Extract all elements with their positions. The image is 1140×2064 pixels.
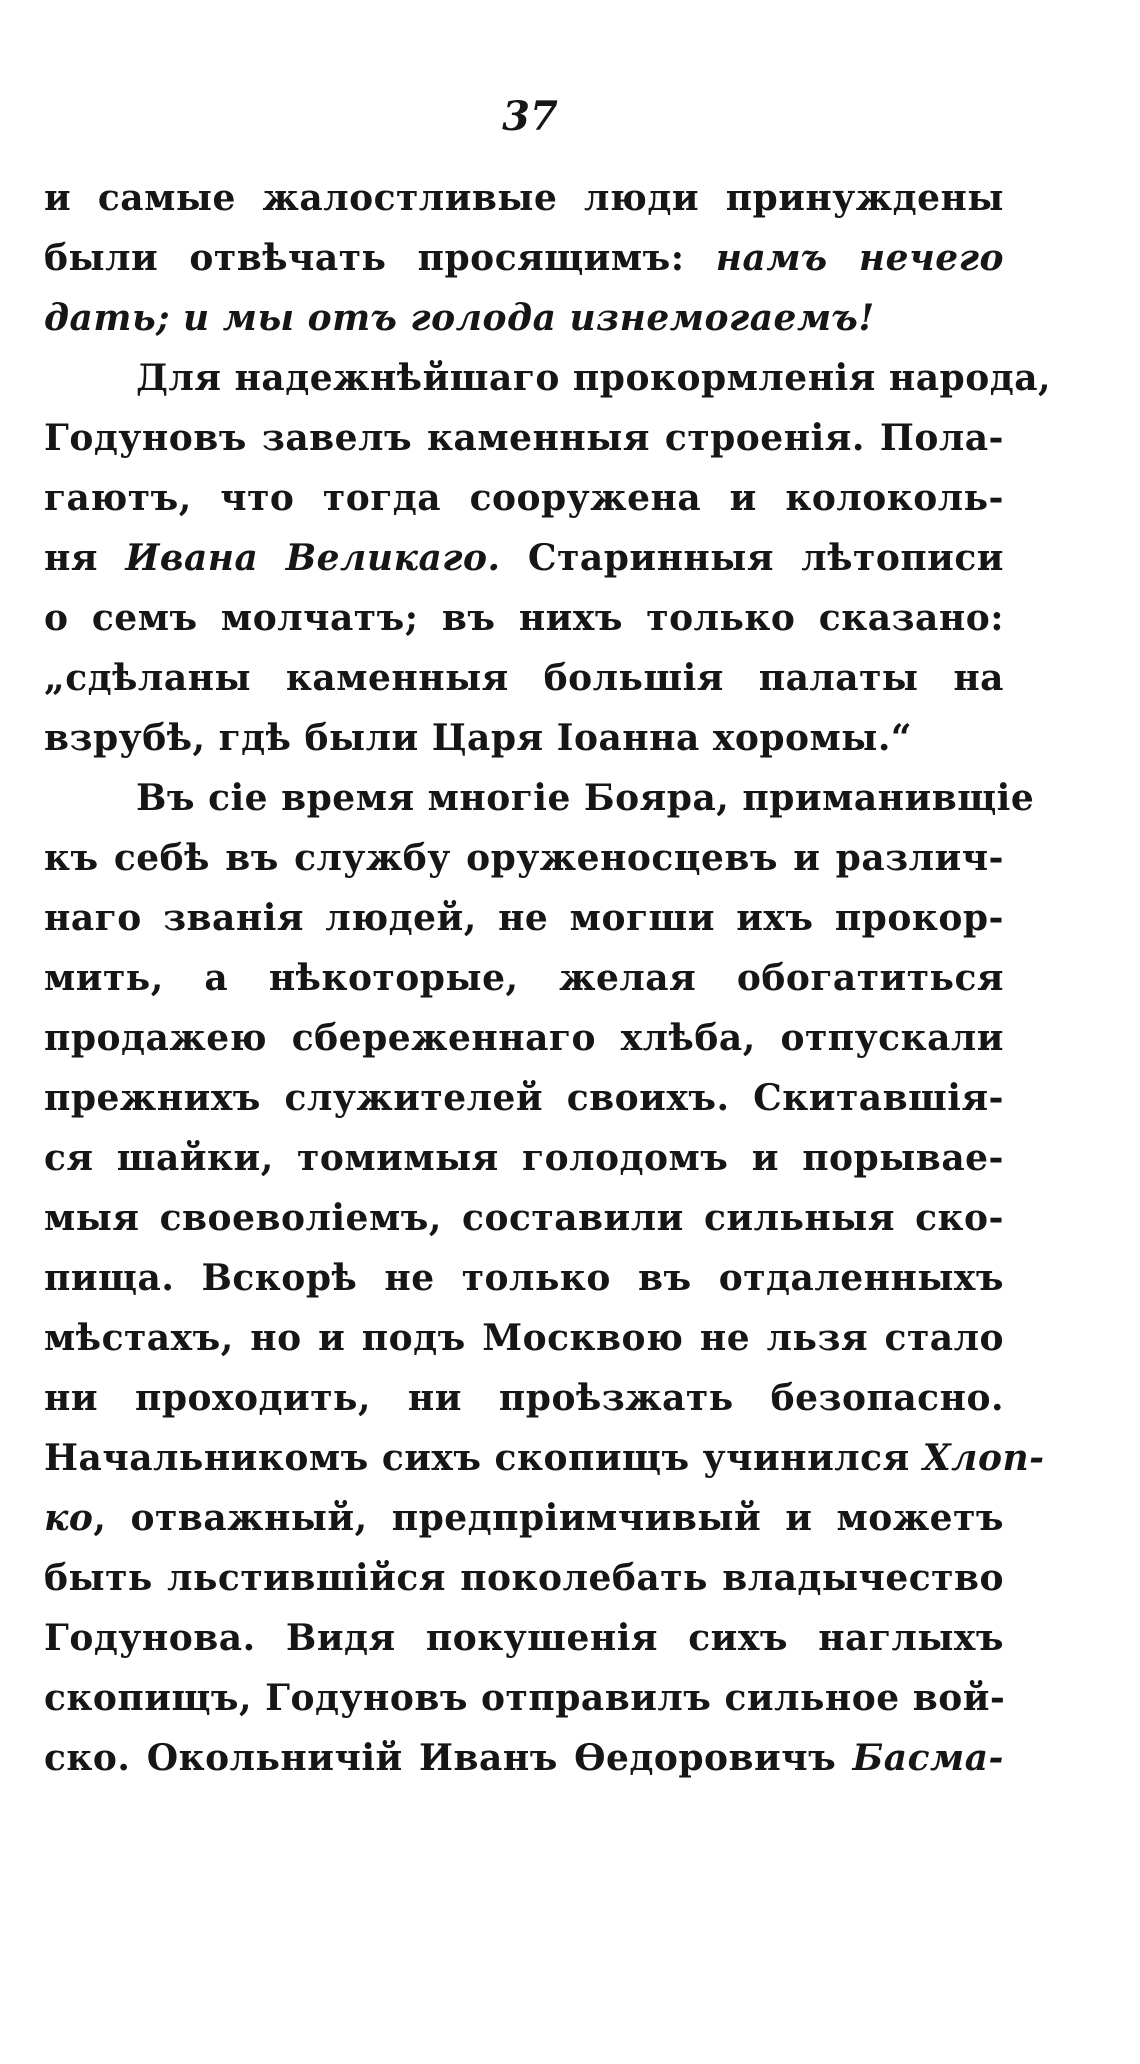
text-segment: прежнихъ служителей своихъ. Скитавшія-	[44, 1077, 1004, 1119]
text-segment: ни проходить, ни проѣзжать безопасно.	[44, 1377, 1004, 1419]
text-line	[44, 768, 1035, 828]
text-segment: ско. Окольничій Иванъ Ѳедоровичъ	[44, 1737, 853, 1779]
text-segment: и самые жалостливые люди принуждены	[44, 177, 1004, 219]
text-segment: гаютъ, что тогда сооружена и колоколь-	[44, 477, 1004, 519]
text-segment: „сдѣланы каменныя большія палаты на	[44, 657, 1004, 699]
text-segment: о семъ молчатъ; въ нихъ только сказано:	[44, 597, 1004, 639]
text-line	[44, 468, 1004, 528]
text-segment: Старинныя лѣтописи	[500, 537, 1004, 579]
text-line	[44, 1008, 1004, 1068]
text-line	[44, 1068, 1004, 1128]
text-line	[44, 348, 1052, 408]
italic-text-segment: намъ нечего	[715, 237, 1004, 279]
text-segment: ся шайки, томимыя голодомъ и порывае-	[44, 1137, 1004, 1179]
text-line	[44, 1308, 1004, 1368]
body-text	[44, 168, 1052, 1788]
text-segment: взрубѣ, гдѣ были Царя Іоанна хоромы.“	[44, 717, 913, 759]
italic-text-segment: ко	[44, 1497, 94, 1539]
text-line	[44, 228, 1004, 288]
text-line	[44, 1548, 1004, 1608]
text-line	[44, 948, 1004, 1008]
text-segment: были отвѣчать просящимъ:	[44, 237, 716, 279]
text-line	[44, 168, 1004, 228]
italic-text-segment: Басма-	[852, 1737, 1004, 1779]
paragraph	[44, 168, 1004, 348]
italic-text-segment: дать; и мы отъ голода изнемогаемъ!	[44, 297, 875, 339]
text-segment: быть льстившійся поколебать владычество	[44, 1557, 1004, 1599]
text-line	[44, 1728, 1004, 1788]
text-segment: Начальникомъ сихъ скопищъ учинился	[44, 1437, 923, 1479]
text-line	[44, 648, 1004, 708]
text-line	[44, 528, 1004, 588]
text-segment: пища. Вскорѣ не только въ отдаленныхъ	[44, 1257, 1004, 1299]
text-segment: Годуновъ завелъ каменныя строенія. Пола-	[44, 417, 1004, 459]
text-segment: Въ сіе время многіе Бояра, приманивщіе	[136, 777, 1035, 819]
paragraph	[44, 768, 1045, 1788]
text-segment: , отважный, предпріимчивый и можетъ	[93, 1497, 1004, 1539]
text-segment: мѣстахъ, но и подъ Москвою не льзя стало	[44, 1317, 1004, 1359]
page-number: 37	[502, 93, 558, 140]
text-line	[44, 408, 1004, 468]
text-line	[44, 1188, 1004, 1248]
paragraph	[44, 348, 1052, 768]
text-segment: скопищъ, Годуновъ отправилъ сильное вой-	[44, 1677, 1006, 1719]
italic-text-segment: Хлоп-	[922, 1437, 1045, 1479]
italic-text-segment: Ивана Великаго.	[125, 537, 501, 579]
text-line	[44, 888, 1004, 948]
text-line	[44, 708, 1004, 768]
text-segment: ня	[44, 537, 126, 579]
text-line	[44, 588, 1004, 648]
text-segment: наго званія людей, не могши ихъ прокор-	[44, 897, 1004, 939]
text-segment: мыя своеволіемъ, составили сильныя ско-	[44, 1197, 1004, 1239]
text-line	[44, 828, 1004, 888]
text-line	[44, 1128, 1004, 1188]
text-line	[44, 1368, 1004, 1428]
text-segment: Годунова. Видя покушенія сихъ наглыхъ	[44, 1617, 1004, 1659]
text-line	[44, 1248, 1004, 1308]
text-line	[44, 1428, 1045, 1488]
text-line	[44, 1488, 1004, 1548]
text-segment: мить, а нѣкоторые, желая обогатиться	[44, 957, 1004, 999]
text-line	[44, 1608, 1004, 1668]
text-segment: Для надежнѣйшаго прокормленія народа,	[136, 357, 1052, 399]
text-segment: къ себѣ въ службу оруженосцевъ и различ-	[44, 837, 1004, 879]
text-line	[44, 1668, 1004, 1728]
text-segment: продажею сбереженнаго хлѣба, отпускали	[44, 1017, 1004, 1059]
text-line	[44, 288, 1004, 348]
